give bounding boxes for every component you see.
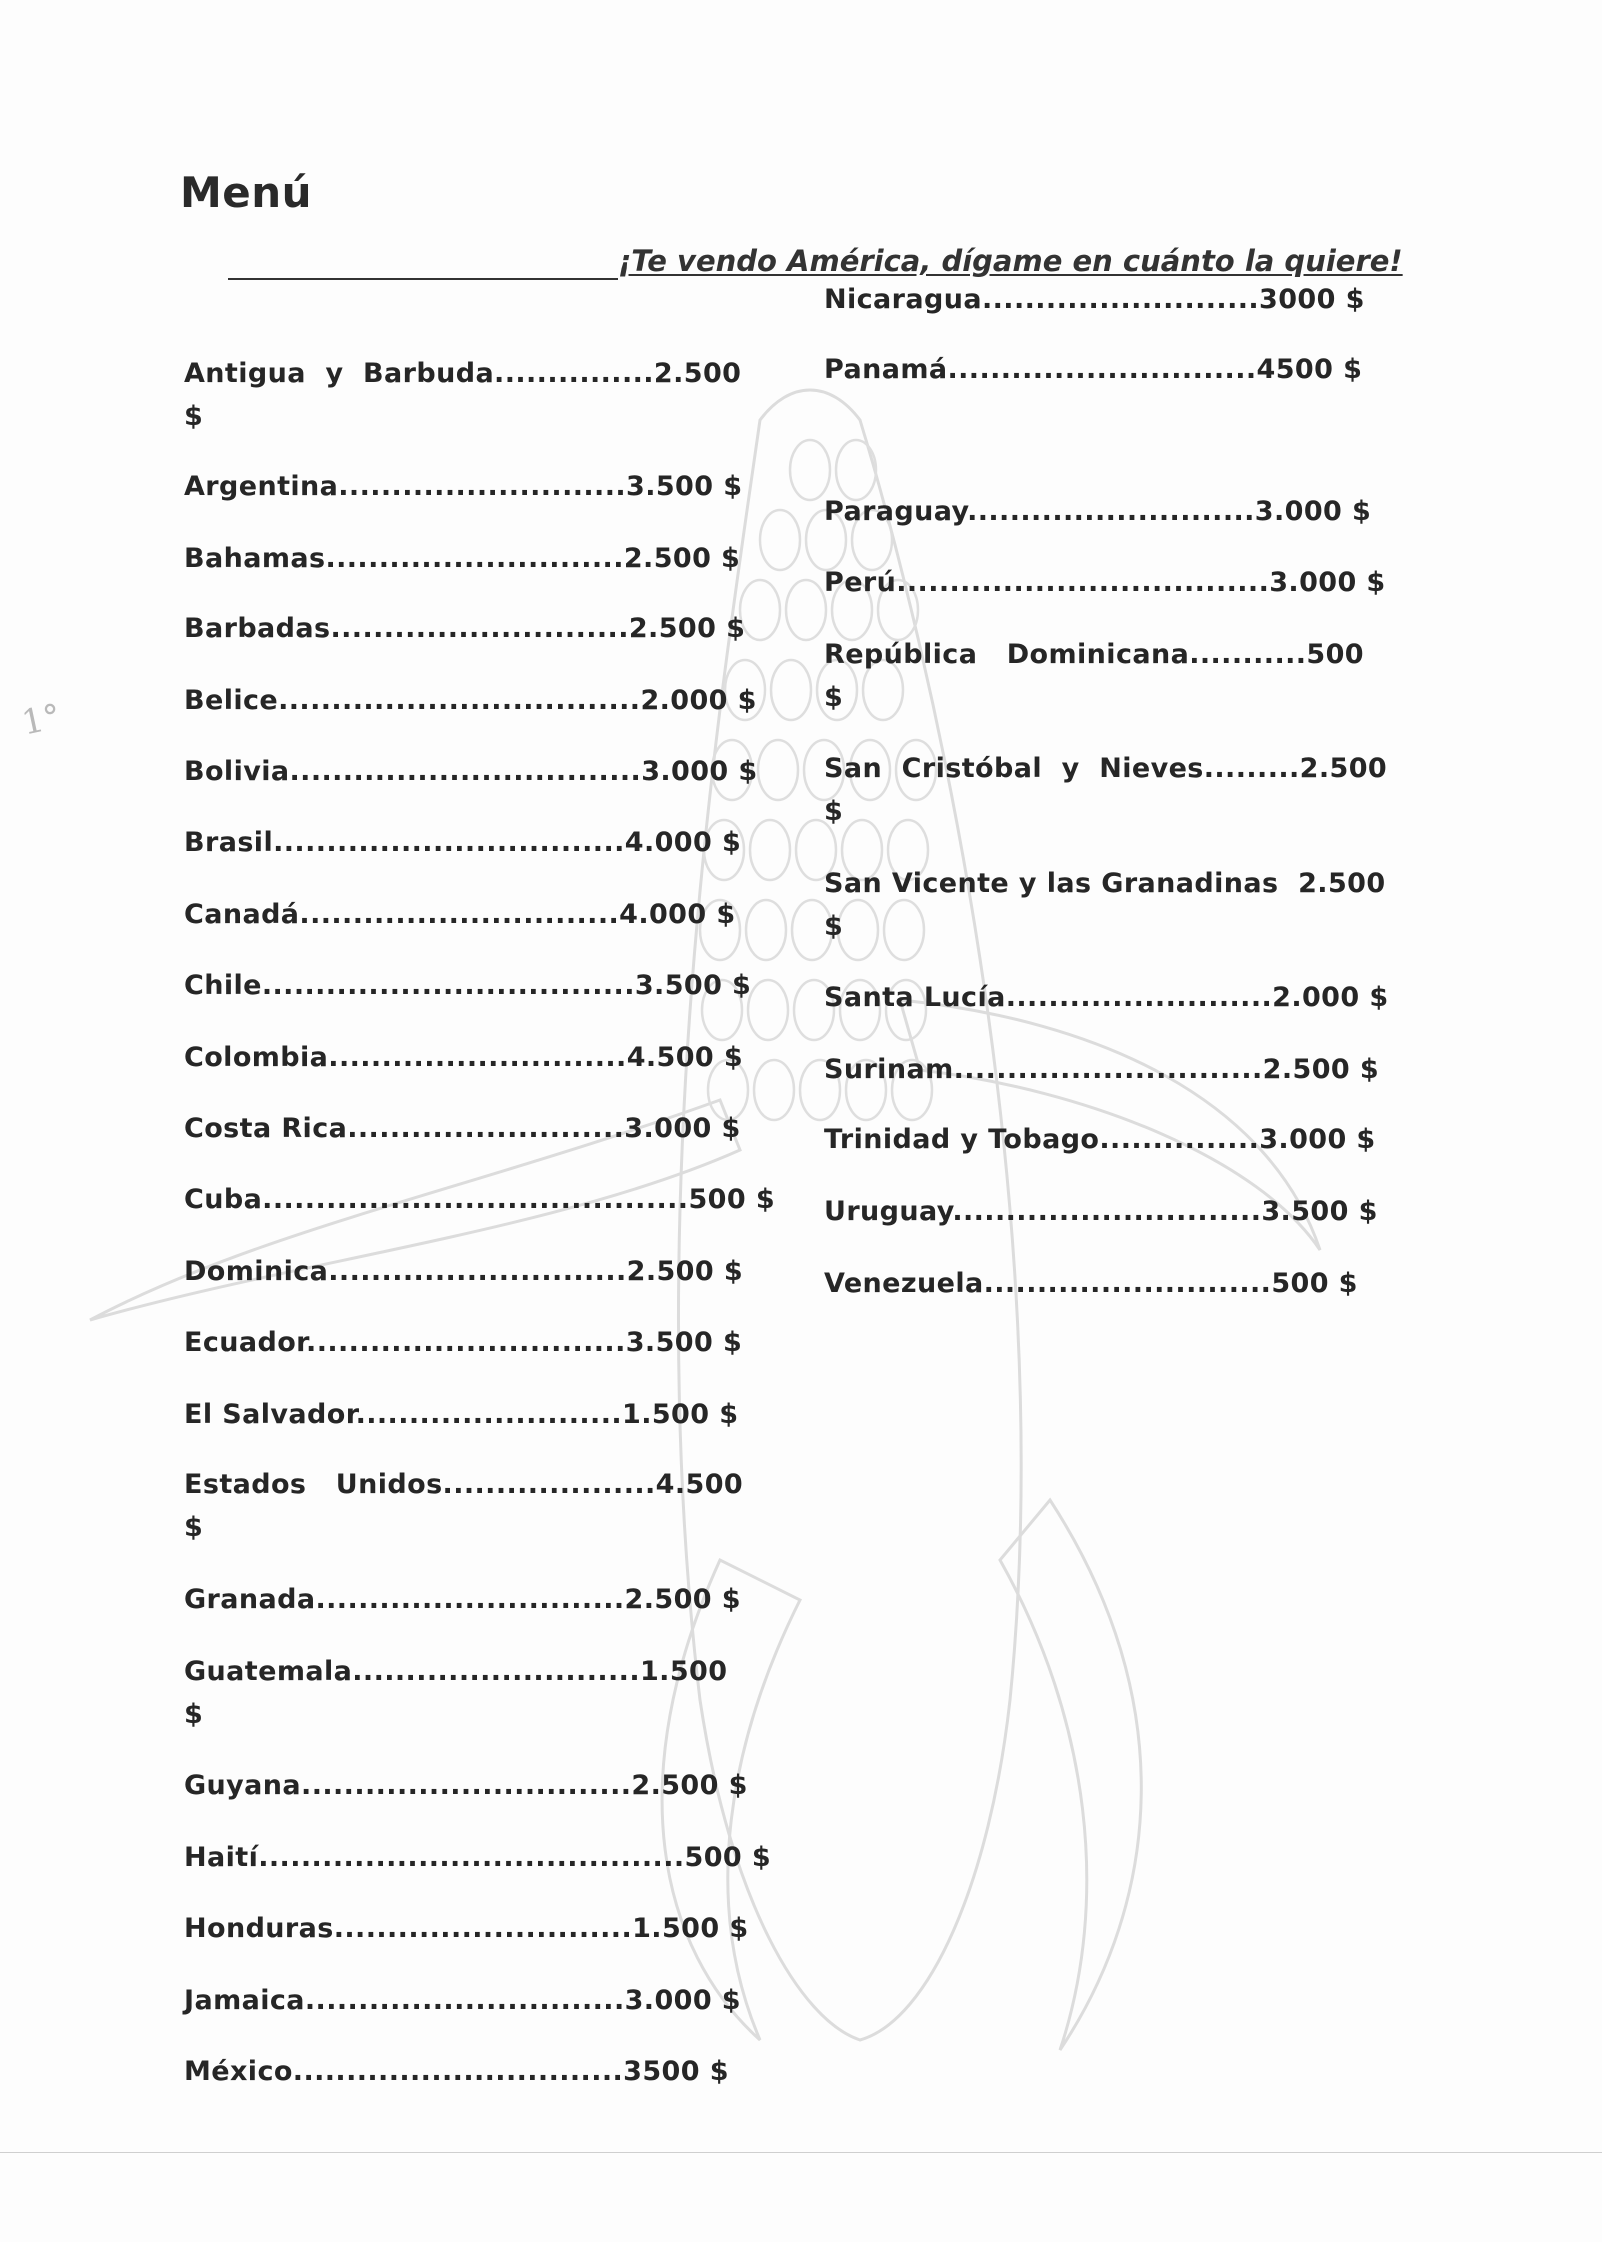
menu-entry-continuation: $ [824,911,844,942]
subtitle: ¡Te vendo América, dígame en cuánto la quiere! [618,244,1403,278]
kernel-shape [758,740,798,800]
page-title: Menú [180,168,313,217]
menu-entry: Guyana...............................2.500 $ [184,1770,748,1801]
kernel-shape [748,980,788,1040]
kernel-shape [786,580,826,640]
menu-entry: Brasil.................................4.000 $ [184,827,742,858]
menu-entry-continuation: $ [824,682,844,713]
menu-entry: San Cristóbal y Nieves.........2.500 [824,753,1388,784]
menu-entry: Venezuela...........................500 $ [824,1268,1358,1299]
menu-entry: Uruguay.............................3.500 $ [824,1196,1378,1227]
menu-entry: Dominica............................2.500 $ [184,1256,744,1287]
menu-entry: Guatemala...........................1.500 [184,1656,728,1687]
menu-entry: Honduras............................1.500 $ [184,1913,749,1944]
menu-entry: Antigua y Barbuda...............2.500 [184,358,742,389]
margin-scribble: 1° [18,696,65,744]
subtitle-rule [228,278,618,280]
kernel-shape [746,900,786,960]
menu-entry: México...............................3500 $ [184,2056,729,2087]
menu-entry: Costa Rica..........................3.000 $ [184,1113,741,1144]
menu-entry: Ecuador..............................3.500 $ [184,1327,743,1358]
menu-entry-continuation: $ [184,1699,204,1730]
menu-entry: Chile...................................3.500 $ [184,970,752,1001]
menu-entry: Perú...................................3.000 $ [824,567,1386,598]
menu-entry: Panamá.............................4500 $ [824,354,1363,385]
menu-entry-continuation: $ [184,401,204,432]
menu-entry: Cuba........................................500 $ [184,1184,776,1215]
page-edge-line [0,2152,1602,2153]
menu-entry: Trinidad y Tobago...............3.000 $ [824,1124,1376,1155]
menu-entry: Haití........................................500 $ [184,1842,772,1873]
menu-entry: Bahamas............................2.500 $ [184,543,741,574]
menu-entry: Colombia............................4.500 $ [184,1042,744,1073]
kernel-shape [754,1060,794,1120]
menu-entry: San Vicente y las Granadinas 2.500 [824,868,1386,899]
menu-entry-continuation: $ [824,796,844,827]
menu-entry: Granada.............................2.500 $ [184,1584,741,1615]
menu-entry: Argentina...........................3.500 $ [184,471,743,502]
menu-entry: Nicaragua..........................3000 $ [824,284,1365,315]
kernel-shape [884,900,924,960]
kernel-shape [760,510,800,570]
menu-entry: Santa Lucía.........................2.000 $ [824,982,1389,1013]
menu-entry: Barbadas............................2.500 $ [184,613,746,644]
menu-entry: Belice..................................2.000 $ [184,685,757,716]
menu-entry: Surinam.............................2.500 $ [824,1054,1380,1085]
menu-entry: Canadá..............................4.000 $ [184,899,736,930]
kernel-shape [750,820,790,880]
kernel-shape [771,660,811,720]
menu-entry: Jamaica..............................3.000 $ [184,1985,741,2016]
kernel-shape [838,900,878,960]
menu-entry: Paraguay...........................3.000 $ [824,496,1372,527]
menu-entry: Estados Unidos....................4.500 [184,1469,744,1500]
menu-entry: Bolivia.................................3.000 $ [184,756,758,787]
menu-entry-continuation: $ [184,1512,204,1543]
menu-entry: El Salvador.........................1.500 $ [184,1399,739,1430]
menu-entry: República Dominicana...........500 [824,639,1364,670]
kernel-shape [740,580,780,640]
